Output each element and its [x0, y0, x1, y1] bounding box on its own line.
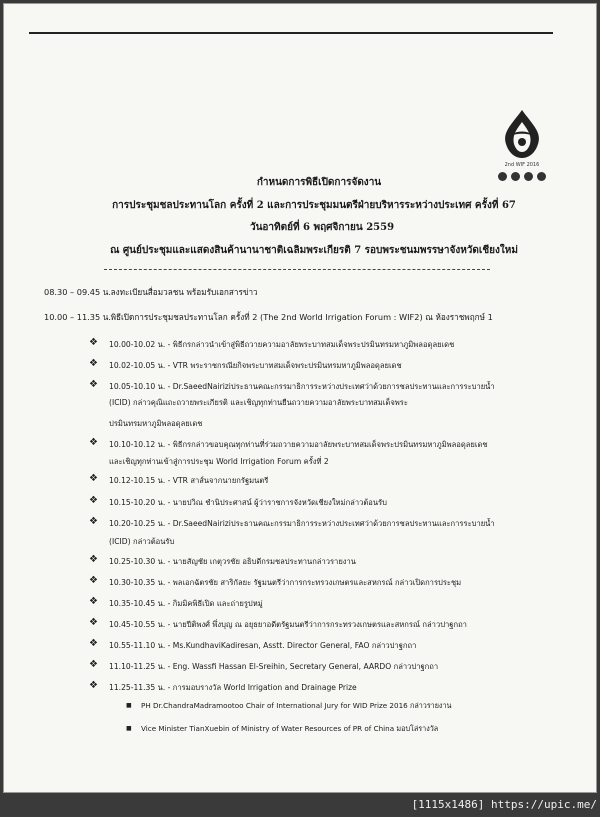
agenda-item: 10.10-10.12 น. - พิธีกรกล่าวขอบคุณทุกท่านที่ร่วมถวายความอาลัยพระบาทสมเด็จพระปรมินทรมหาภูมิพลอดุลยเดช — [109, 440, 488, 449]
sub-bullet-icon: ■ — [126, 702, 132, 709]
bullet-icon: ❖ — [89, 358, 98, 369]
agenda-item: 11.10-11.25 น. - Eng. Wassfi Hassan El-Sreihin, Secretary General, AARDO กล่าวปาฐกถา — [109, 662, 439, 671]
agenda-item: 10.30-10.35 น. - พลเอกฉัตรชัย สาริกัลยะ รัฐมนตรีว่าการกระทรวงเกษตรและสหกรณ์ กล่าวเปิดการประชุม — [109, 578, 462, 587]
header-event: การประชุมชลประทานโลก ครั้งที่ 2 และการประชุมมนตรีฝ่ายบริหารระหว่างประเทศ ครั้งที่ 67 — [112, 199, 516, 211]
agenda-item: 10.20-10.25 น. - Dr.SaeedNairiziประธานคณะกรรมาธิการระหว่างประเทศว่าด้วยการชลประทานและการระบายน้ำ — [109, 519, 495, 528]
agenda-item: 10.05-10.10 น. - Dr.SaeedNairiziประธานคณะกรรมาธิการระหว่างประเทศว่าด้วยการชลประทานและการระบายน้ำ — [109, 382, 495, 391]
bullet-icon: ❖ — [89, 617, 98, 628]
header-venue: ณ ศูนย์ประชุมและแสดงสินค้านานาชาติเฉลิมพระเกียรติ 7 รอบพระชนมพรรษาจังหวัดเชียงใหม่ — [110, 244, 518, 256]
bullet-icon: ❖ — [89, 638, 98, 649]
image-watermark: [1115x1486] https://upic.me/ — [411, 798, 597, 811]
agenda-item: 10.55-11.10 น. - Ms.KundhaviKadiresan, Asstt. Director General, FAO กล่าวปาฐกถา — [109, 641, 417, 650]
agenda-item: 10.00-10.02 น. - พิธีกรกล่าวนำเข้าสู่พิธีถวายความอาลัยพระบาทสมเด็จพระปรมินทรมหาภูมิพลอดุลยเดช — [109, 340, 455, 349]
agenda-item: 10.02-10.05 น. - VTR พระราชกรณียกิจพระบาทสมเด็จพระปรมินทรมหาภูมิพลอดุลยเดช — [109, 361, 402, 370]
award-sub-item: PH Dr.ChandraMadramootoo Chair of International Jury for WID Prize 2016 กล่าวรายงาน — [141, 701, 452, 710]
bullet-icon: ❖ — [89, 596, 98, 607]
header-date: วันอาทิตย์ที่ 6 พฤศจิกายน 2559 — [249, 222, 395, 233]
sub-bullet-icon: ■ — [126, 725, 132, 732]
bullet-icon: ❖ — [89, 516, 98, 527]
schedule-row — [44, 286, 258, 299]
partner-logo-icon — [524, 172, 533, 181]
water-drop-logo-icon — [492, 106, 552, 162]
agenda-item: 10.45-10.55 น. - นายปีติพงศ์ พึ่งบุญ ณ อยุธยาอดีตรัฐมนตรีว่าการกระทรวงเกษตรและสหกรณ์ กล่าวปาฐกถา — [109, 620, 467, 629]
schedule-time: 08.30 – 09.45 น. — [44, 287, 111, 297]
document-header — [104, 172, 524, 262]
schedule-text: พิธีเปิดการประชุมชลประทานโลก ครั้งที่ 2 (The 2nd World Irrigation Forum : WIF2) ณ ห้องราชพฤกษ์ 1 — [110, 312, 493, 322]
schedule-time: 10.00 – 11.35 น. — [44, 312, 111, 322]
partner-logo-icon — [537, 172, 546, 181]
agenda-item: 10.25-10.30 น. - นายสัญชัย เกตุวรชัย อธิบดีกรมชลประทานกล่าวรายงาน — [109, 557, 356, 566]
agenda-item-continuation: ปรมินทรมหาภูมิพลอดุลยเดช — [109, 419, 203, 428]
schedule-row — [44, 311, 493, 324]
agenda-item: 10.15-10.20 น. - นายปวิณ ชำนิประศาสน์ ผู้ว่าราชการจังหวัดเชียงใหม่กล่าวต้อนรับ — [109, 498, 387, 507]
bullet-icon: ❖ — [89, 379, 98, 390]
award-sub-item: Vice Minister TianXuebin of Ministry of Water Resources of PR of China มอบโล่รางวัล — [141, 724, 439, 733]
agenda-item: 10.35-10.45 น. - กิมมิคพิธีเปิด และถ่ายรูปหมู่ — [109, 599, 263, 608]
agenda-item-continuation: และเชิญทุกท่านเข้าสู่การประชุม World Irrigation Forum ครั้งที่ 2 — [109, 457, 329, 466]
schedule-text: ลงทะเบียนสื่อมวลชน พร้อมรับเอกสารข่าว — [110, 287, 258, 297]
bullet-icon: ❖ — [89, 680, 98, 691]
header-divider — [104, 269, 490, 270]
bullet-icon: ❖ — [89, 473, 98, 484]
bullet-icon: ❖ — [89, 575, 98, 586]
logo-caption: 2nd WIF 2016 — [504, 162, 540, 168]
agenda-item-continuation: (ICID) กล่าวคุณิแถะถวายพระเกียรติ และเชิญทุกท่านยืนถวายความอาลัยพระบาทสมเด็จพระ — [109, 398, 408, 407]
agenda-item-continuation: (ICID) กล่าวต้อนรับ — [109, 537, 175, 546]
header-title: กำหนดการพิธีเปิดการจัดงาน — [256, 177, 382, 188]
bullet-icon: ❖ — [89, 659, 98, 670]
bullet-icon: ❖ — [89, 337, 98, 348]
top-rule — [29, 32, 553, 34]
agenda-item: 10.12-10.15 น. - VTR สาส์นจากนายกรัฐมนตรี — [109, 476, 269, 485]
agenda-item: 11.25-11.35 น. - การมอบรางวัล World Irrigation and Drainage Prize — [109, 683, 357, 692]
bullet-icon: ❖ — [89, 554, 98, 565]
bullet-icon: ❖ — [89, 437, 98, 448]
bullet-icon: ❖ — [89, 495, 98, 506]
document-page — [3, 3, 597, 793]
